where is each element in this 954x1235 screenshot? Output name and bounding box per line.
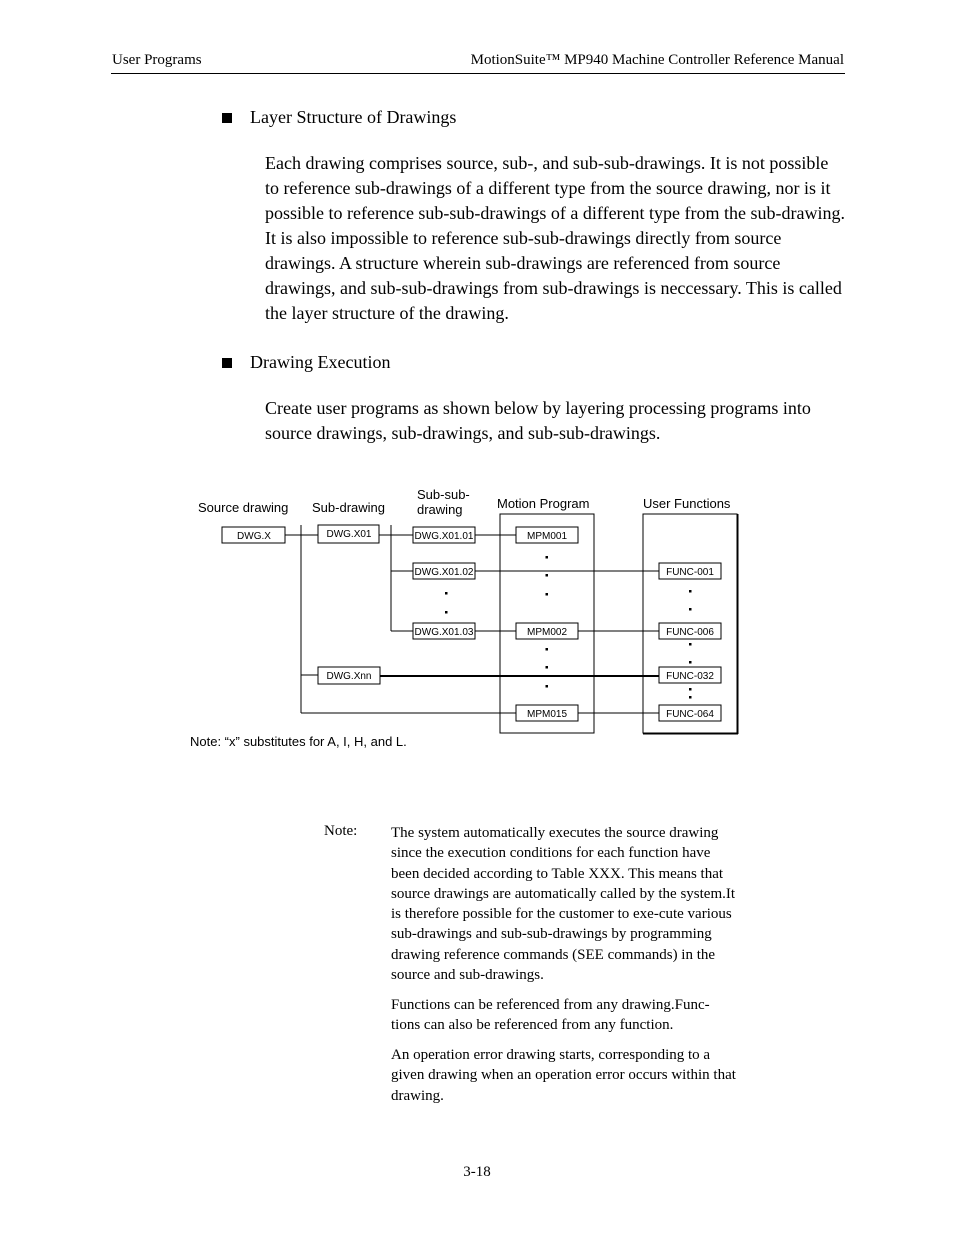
box-label-mpm002: MPM002 <box>526 627 568 638</box>
note-paragraph-3: An operation error drawing starts, corresponding to a given drawing when an operation error occurs within that drawing. <box>391 1047 736 1104</box>
box-label-func-006: FUNC-006 <box>666 627 714 638</box>
diagram-note: Note: “x” substitutes for A, I, H, and L. <box>190 734 407 749</box>
section-heading-text: Drawing Execution <box>250 352 391 372</box>
box-label-func-001: FUNC-001 <box>666 567 714 578</box>
box-label-dwg-xnn: DWG.Xnn <box>326 671 372 682</box>
box-label-dwg-x01-03: DWG.X01.03 <box>414 627 474 638</box>
box-label-dwg-x01-02: DWG.X01.02 <box>414 567 474 578</box>
column-label-motion-program: Motion Program <box>497 496 590 511</box>
note-label: Note: <box>324 823 358 839</box>
running-header-right: MotionSuite™ MP940 Machine Controller Reference Manual <box>470 52 844 68</box>
box-label-func-032: FUNC-032 <box>666 671 714 682</box>
box-label-dwg-x01: DWG.X01 <box>326 529 372 540</box>
box-label-dwg-x: DWG.X <box>237 531 271 542</box>
column-label-sub-sub-drawing-line2: drawing <box>417 502 463 517</box>
note-paragraph-1: The system automatically executes the source drawing since the execution conditions for each function have been decided according to Table XXX. This means that source drawings are automatically called by the system.It is therefore possible for the customer to exe-cute various sub-drawings and sub-sub-drawings by programming drawing reference commands (SEE commands) in the source and sub-drawings. <box>391 825 736 984</box>
note-paragraph-2: Functions can be referenced from any drawing.Func-tions can also be referenced from any function. <box>391 997 710 1034</box>
column-label-sub-drawing: Sub-drawing <box>312 500 385 515</box>
running-header-left: User Programs <box>112 52 202 68</box>
box-label-dwg-x01-01: DWG.X01.01 <box>414 531 474 542</box>
page-number: 3-18 <box>463 1164 491 1180</box>
paragraph-layer-structure: Each drawing comprises source, sub-, and sub-sub-drawings. It is not possible to reference sub-drawings of a different type from the source drawing, nor is it possible to reference sub-sub-drawings of a different type from the sub-drawing. It is also impossible to reference sub-sub-drawings directly from source drawings. A structure wherein sub-drawings are referenced from source drawings, and sub-sub-drawings from sub-drawings is neccessary. This is called the layer structure of the drawing. <box>265 153 845 323</box>
box-label-mpm015: MPM015 <box>526 709 568 720</box>
section-heading-text: Layer Structure of Drawings <box>250 107 457 127</box>
paragraph-drawing-execution: Create user programs as shown below by layering processing programs into source drawings, sub-drawings, and sub-sub-drawings. <box>265 398 811 443</box>
column-label-sub-sub-drawing-line1: Sub-sub- <box>417 487 470 502</box>
box-label-func-064: FUNC-064 <box>666 709 714 720</box>
column-label-source-drawing: Source drawing <box>198 500 289 515</box>
column-label-user-functions: User Functions <box>643 496 731 511</box>
box-label-mpm001: MPM001 <box>526 531 568 542</box>
